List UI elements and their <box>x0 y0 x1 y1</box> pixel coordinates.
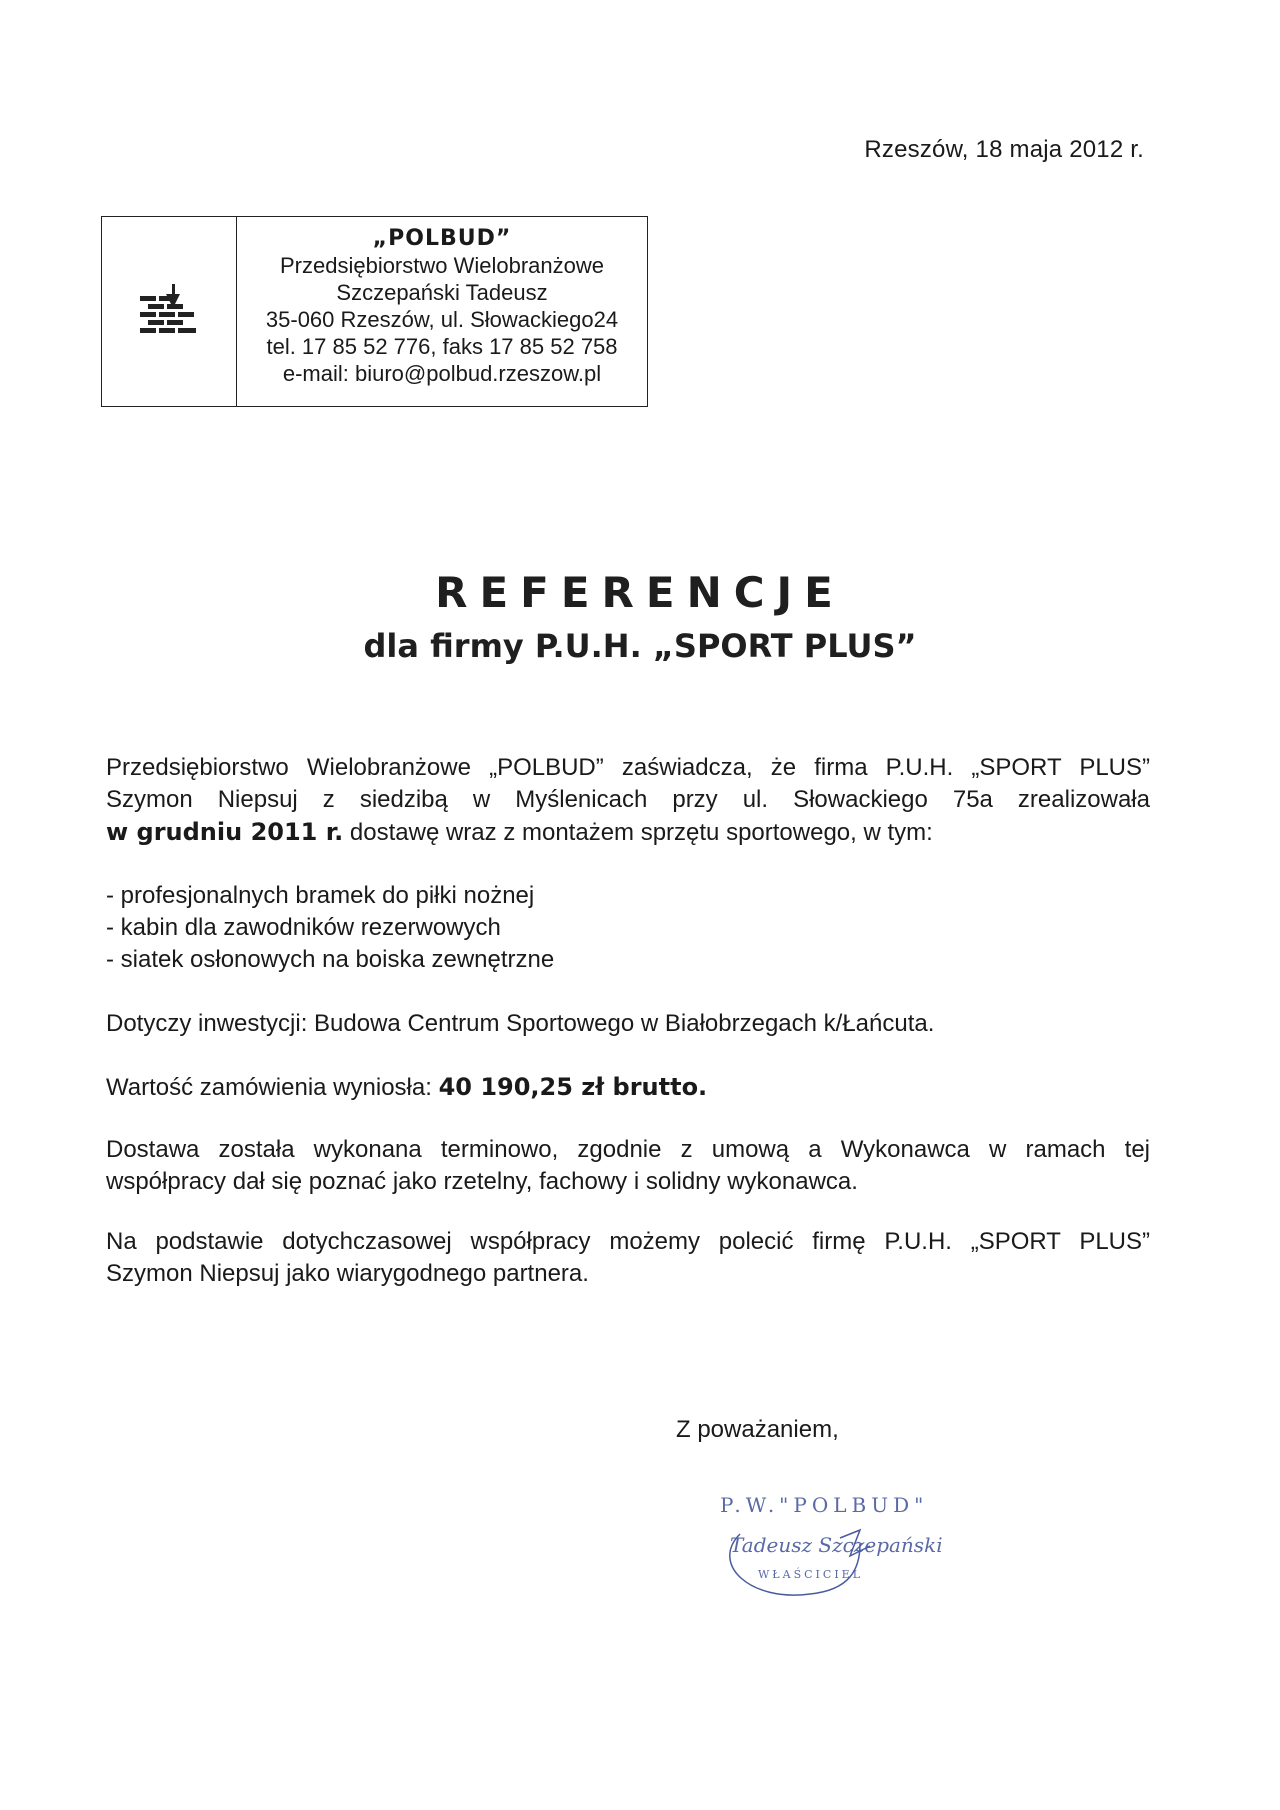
equipment-list <box>106 880 1150 976</box>
intro-line-3 <box>106 816 1150 849</box>
closing-salutation: Z poważaniem, <box>676 1416 839 1443</box>
order-value-label: Wartość zamówienia wyniosła: <box>106 1074 439 1101</box>
document-title: REFERENCJE <box>435 568 845 617</box>
order-value-amount: 40 190,25 zł brutto. <box>438 1073 708 1101</box>
paragraph-delivery <box>106 1134 1150 1198</box>
company-stamp-signature <box>710 1484 960 1614</box>
recommendation-line-1: Na podstawie dotychczasowej współpracy możemy polecić firmę P.U.H. „SPORT PLUS” <box>106 1228 1150 1255</box>
company-logo <box>102 217 237 406</box>
list-item: - siatek osłonowych na boiska zewnętrzne <box>106 946 555 973</box>
company-type: Przedsiębiorstwo Wielobranżowe <box>279 253 605 278</box>
company-address: 35-060 Rzeszów, ul. Słowackiego24 <box>265 307 619 332</box>
stamp-line-2: Tadeusz Szczepański <box>730 1533 943 1557</box>
investment-line: Dotyczy inwestycji: Budowa Centrum Sportowego w Białobrzegach k/Łańcuta. <box>106 1010 935 1037</box>
intro-rest: dostawę wraz z montażem sprzętu sportowego, w tym: <box>343 819 933 846</box>
intro-date-bold: w grudniu 2011 r. <box>106 818 344 846</box>
recommendation-line-2: Szymon Niepsuj jako wiarygodnego partnera. <box>106 1260 589 1287</box>
stamp-line-3: WŁAŚCICIEL <box>758 1568 864 1581</box>
brick-wall-trowel-icon <box>134 282 204 342</box>
letterhead-box <box>101 216 648 407</box>
delivery-line-2: współpracy dał się poznać jako rzetelny, fachowy i solidny wykonawca. <box>106 1168 858 1195</box>
letter-date: Rzeszów, 18 maja 2012 r. <box>864 136 1144 163</box>
stamp-line-1: P.W."POLBUD" <box>720 1493 929 1517</box>
intro-line-2: Szymon Niepsuj z siedzibą w Myślenicach przy ul. Słowackiego 75a zrealizowała <box>106 786 1150 813</box>
intro-line-1: Przedsiębiorstwo Wielobranżowe „POLBUD” zaświadcza, że firma P.U.H. „SPORT PLUS” <box>106 754 1150 781</box>
company-email: e-mail: biuro@polbud.rzeszow.pl <box>282 361 602 386</box>
company-phone: tel. 17 85 52 776, faks 17 85 52 758 <box>266 334 618 359</box>
list-item: - kabin dla zawodników rezerwowych <box>106 914 501 941</box>
delivery-line-1: Dostawa została wykonana terminowo, zgodnie z umową a Wykonawca w ramach tej <box>106 1136 1150 1163</box>
paragraph-intro <box>106 752 1150 849</box>
company-owner: Szczepański Tadeusz <box>336 280 548 305</box>
company-info <box>237 217 647 406</box>
list-item: - profesjonalnych bramek do piłki nożnej <box>106 882 535 909</box>
paragraph-recommendation <box>106 1226 1150 1290</box>
company-name: „POLBUD” <box>372 226 512 251</box>
document-subtitle: dla firmy P.U.H. „SPORT PLUS” <box>363 627 917 665</box>
order-value <box>106 1071 1150 1104</box>
